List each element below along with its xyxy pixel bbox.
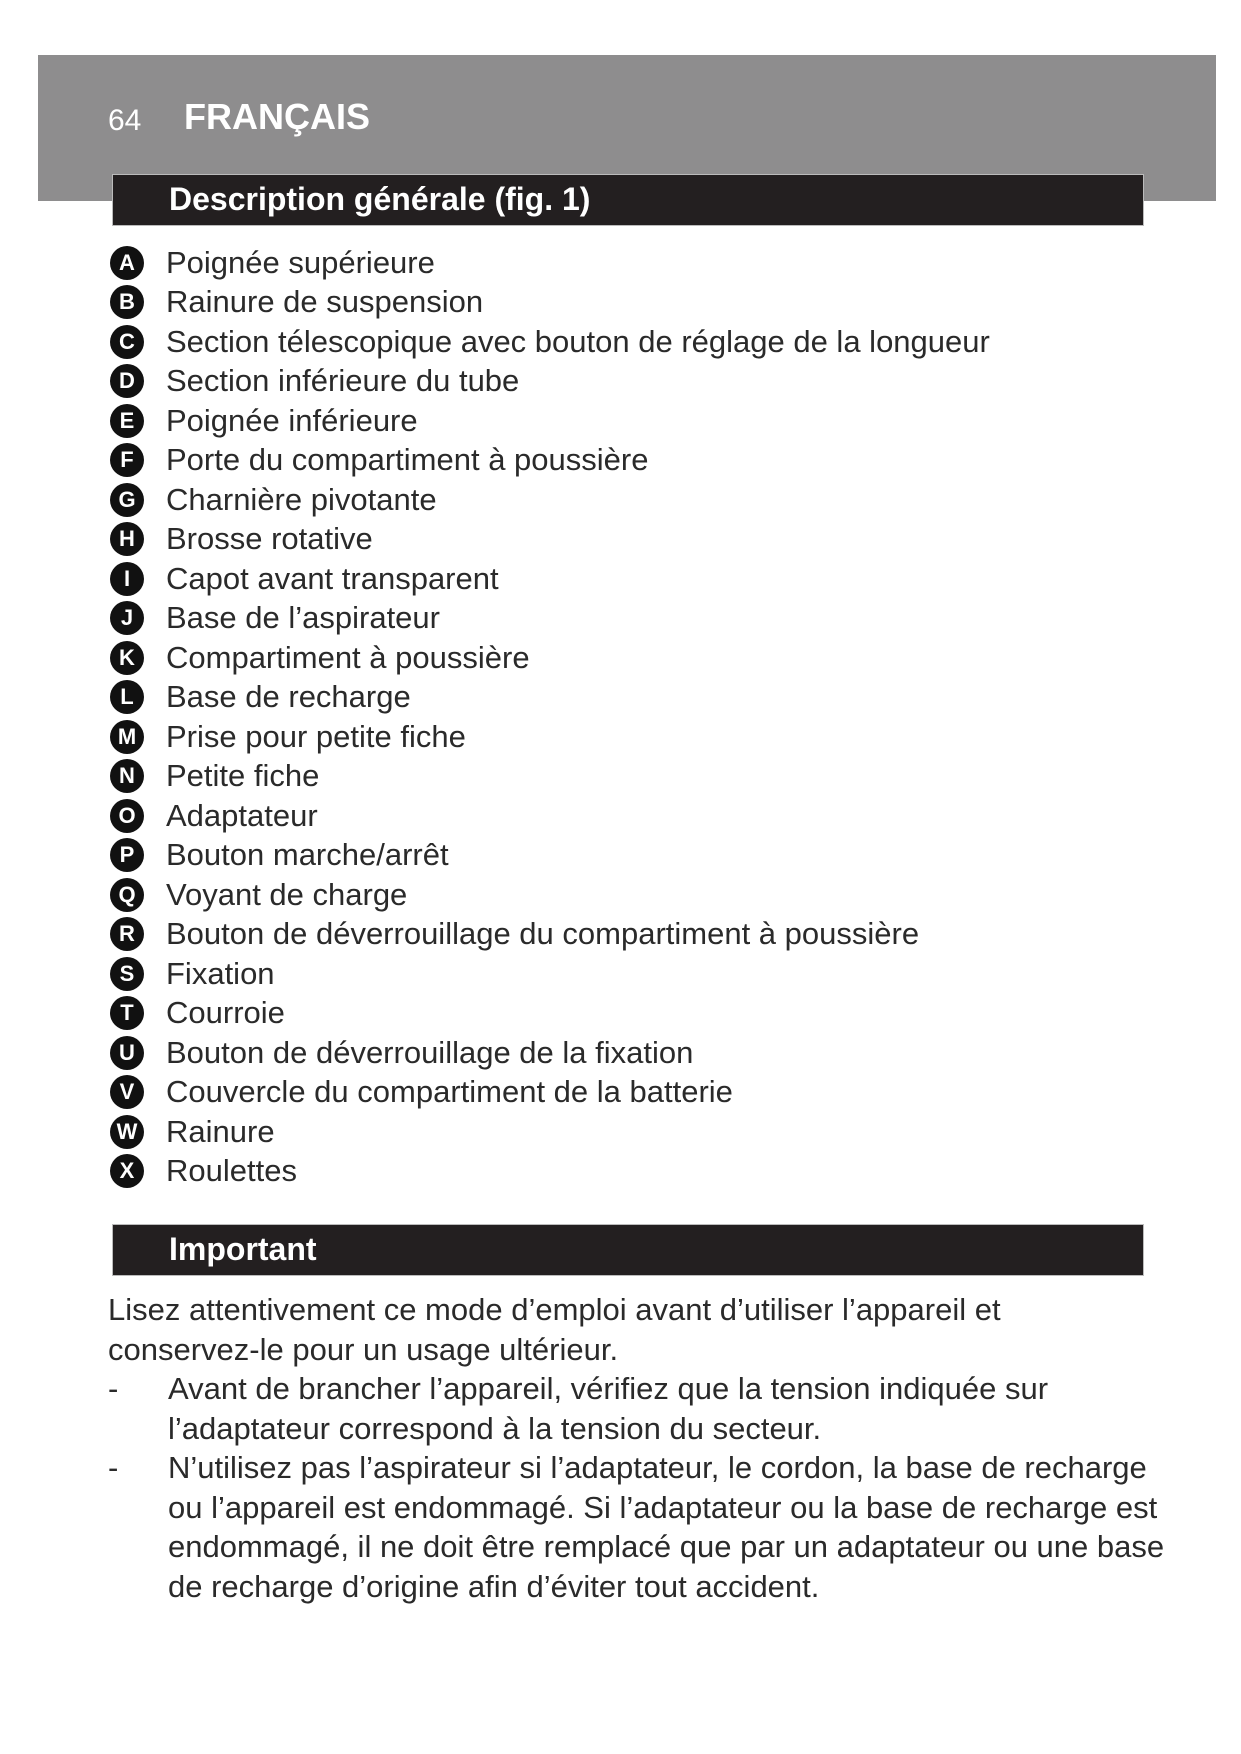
- important-heading-bar: [112, 1224, 1144, 1276]
- letter-badge-icon: O: [110, 799, 144, 833]
- parts-list-item: [110, 1033, 990, 1073]
- language-heading: FRANÇAIS: [184, 96, 370, 137]
- letter-badge-icon: L: [110, 680, 144, 714]
- letter-badge-icon: C: [110, 325, 144, 359]
- parts-list-item: [110, 520, 990, 560]
- part-label: Porte du compartiment à poussière: [166, 442, 649, 478]
- bullet-text: Avant de brancher l’appareil, vérifiez que la tension indiquée sur l’adaptateur correspond à la tension du secteur.: [168, 1371, 1049, 1446]
- letter-badge-icon: S: [110, 957, 144, 991]
- parts-list-item: [110, 678, 990, 718]
- part-label: Prise pour petite fiche: [166, 718, 466, 754]
- parts-list-item: [110, 441, 990, 481]
- parts-list-item: [110, 401, 990, 441]
- part-label: Base de recharge: [166, 679, 411, 715]
- letter-badge-icon: A: [110, 246, 144, 280]
- parts-list-item: [110, 322, 990, 362]
- parts-list-item: [110, 796, 990, 836]
- letter-badge-icon: T: [110, 996, 144, 1030]
- letter-badge-icon: B: [110, 285, 144, 319]
- letter-badge-icon: H: [110, 522, 144, 556]
- parts-list-item: [110, 283, 990, 323]
- letter-badge-icon: I: [110, 562, 144, 596]
- bullet-dash: -: [108, 1450, 119, 1485]
- parts-list-item: [110, 875, 990, 915]
- parts-list-item: [110, 994, 990, 1034]
- parts-list: [110, 243, 990, 1191]
- letter-badge-icon: P: [110, 838, 144, 872]
- section-heading-bar: [112, 174, 1144, 226]
- part-label: Bouton de déverrouillage de la fixation: [166, 1034, 694, 1070]
- part-label: Capot avant transparent: [166, 560, 499, 596]
- part-label: Compartiment à poussière: [166, 639, 530, 675]
- page-number: 64: [108, 104, 142, 137]
- parts-list-item: [110, 717, 990, 757]
- part-label: Charnière pivotante: [166, 481, 437, 517]
- part-label: Petite fiche: [166, 758, 320, 794]
- parts-list-item: [110, 599, 990, 639]
- bullet-dash: -: [108, 1371, 119, 1406]
- part-label: Poignée supérieure: [166, 244, 435, 280]
- parts-list-item: [110, 480, 990, 520]
- letter-badge-icon: F: [110, 443, 144, 477]
- part-label: Brosse rotative: [166, 521, 373, 557]
- parts-list-item: [110, 1112, 990, 1152]
- part-label: Roulettes: [166, 1153, 297, 1189]
- letter-badge-icon: Q: [110, 878, 144, 912]
- parts-list-item: [110, 915, 990, 955]
- part-label: Fixation: [166, 955, 275, 991]
- letter-badge-icon: U: [110, 1036, 144, 1070]
- section-title: Description générale (fig. 1): [169, 181, 591, 217]
- parts-list-item: [110, 836, 990, 876]
- parts-list-item: [110, 954, 990, 994]
- part-label: Rainure: [166, 1113, 275, 1149]
- parts-list-item: [110, 362, 990, 402]
- parts-list-item: [110, 757, 990, 797]
- part-label: Couvercle du compartiment de la batterie: [166, 1074, 733, 1110]
- letter-badge-icon: D: [110, 364, 144, 398]
- letter-badge-icon: M: [110, 720, 144, 754]
- part-label: Section inférieure du tube: [166, 363, 520, 399]
- part-label: Adaptateur: [166, 797, 318, 833]
- letter-badge-icon: E: [110, 404, 144, 438]
- part-label: Section télescopique avec bouton de réglage de la longueur: [166, 323, 990, 359]
- part-label: Rainure de suspension: [166, 284, 484, 320]
- parts-list-item: [110, 1073, 990, 1113]
- bullet-text: N’utilisez pas l’aspirateur si l’adaptateur, le cordon, la base de recharge ou l’appareil est endommagé. Si l’adaptateur ou la base de recharge est endommagé, il ne doit être remplacé que par un adaptateur ou une base de recharge d’origine afin d’éviter tout accident.: [168, 1450, 1165, 1604]
- part-label: Poignée inférieure: [166, 402, 418, 438]
- bullet-item: [108, 1448, 1168, 1606]
- letter-badge-icon: K: [110, 641, 144, 675]
- part-label: Base de l’aspirateur: [166, 600, 440, 636]
- important-title: Important: [169, 1231, 317, 1267]
- important-text: [108, 1290, 1165, 1606]
- part-label: Bouton marche/arrêt: [166, 837, 449, 873]
- letter-badge-icon: R: [110, 917, 144, 951]
- parts-list-item: [110, 243, 990, 283]
- part-label: Voyant de charge: [166, 876, 408, 912]
- parts-list-item: [110, 1152, 990, 1192]
- parts-list-item: [110, 638, 990, 678]
- letter-badge-icon: N: [110, 759, 144, 793]
- parts-list-item: [110, 559, 990, 599]
- letter-badge-icon: J: [110, 601, 144, 635]
- letter-badge-icon: X: [110, 1154, 144, 1188]
- bullet-item: [108, 1369, 1068, 1448]
- intro-paragraph: Lisez attentivement ce mode d’emploi avant d’utiliser l’appareil et conservez-le pour un usage ultérieur.: [108, 1292, 1001, 1367]
- part-label: Courroie: [166, 995, 285, 1031]
- letter-badge-icon: W: [110, 1115, 144, 1149]
- letter-badge-icon: G: [110, 483, 144, 517]
- letter-badge-icon: V: [110, 1075, 144, 1109]
- part-label: Bouton de déverrouillage du compartiment à poussière: [166, 916, 920, 952]
